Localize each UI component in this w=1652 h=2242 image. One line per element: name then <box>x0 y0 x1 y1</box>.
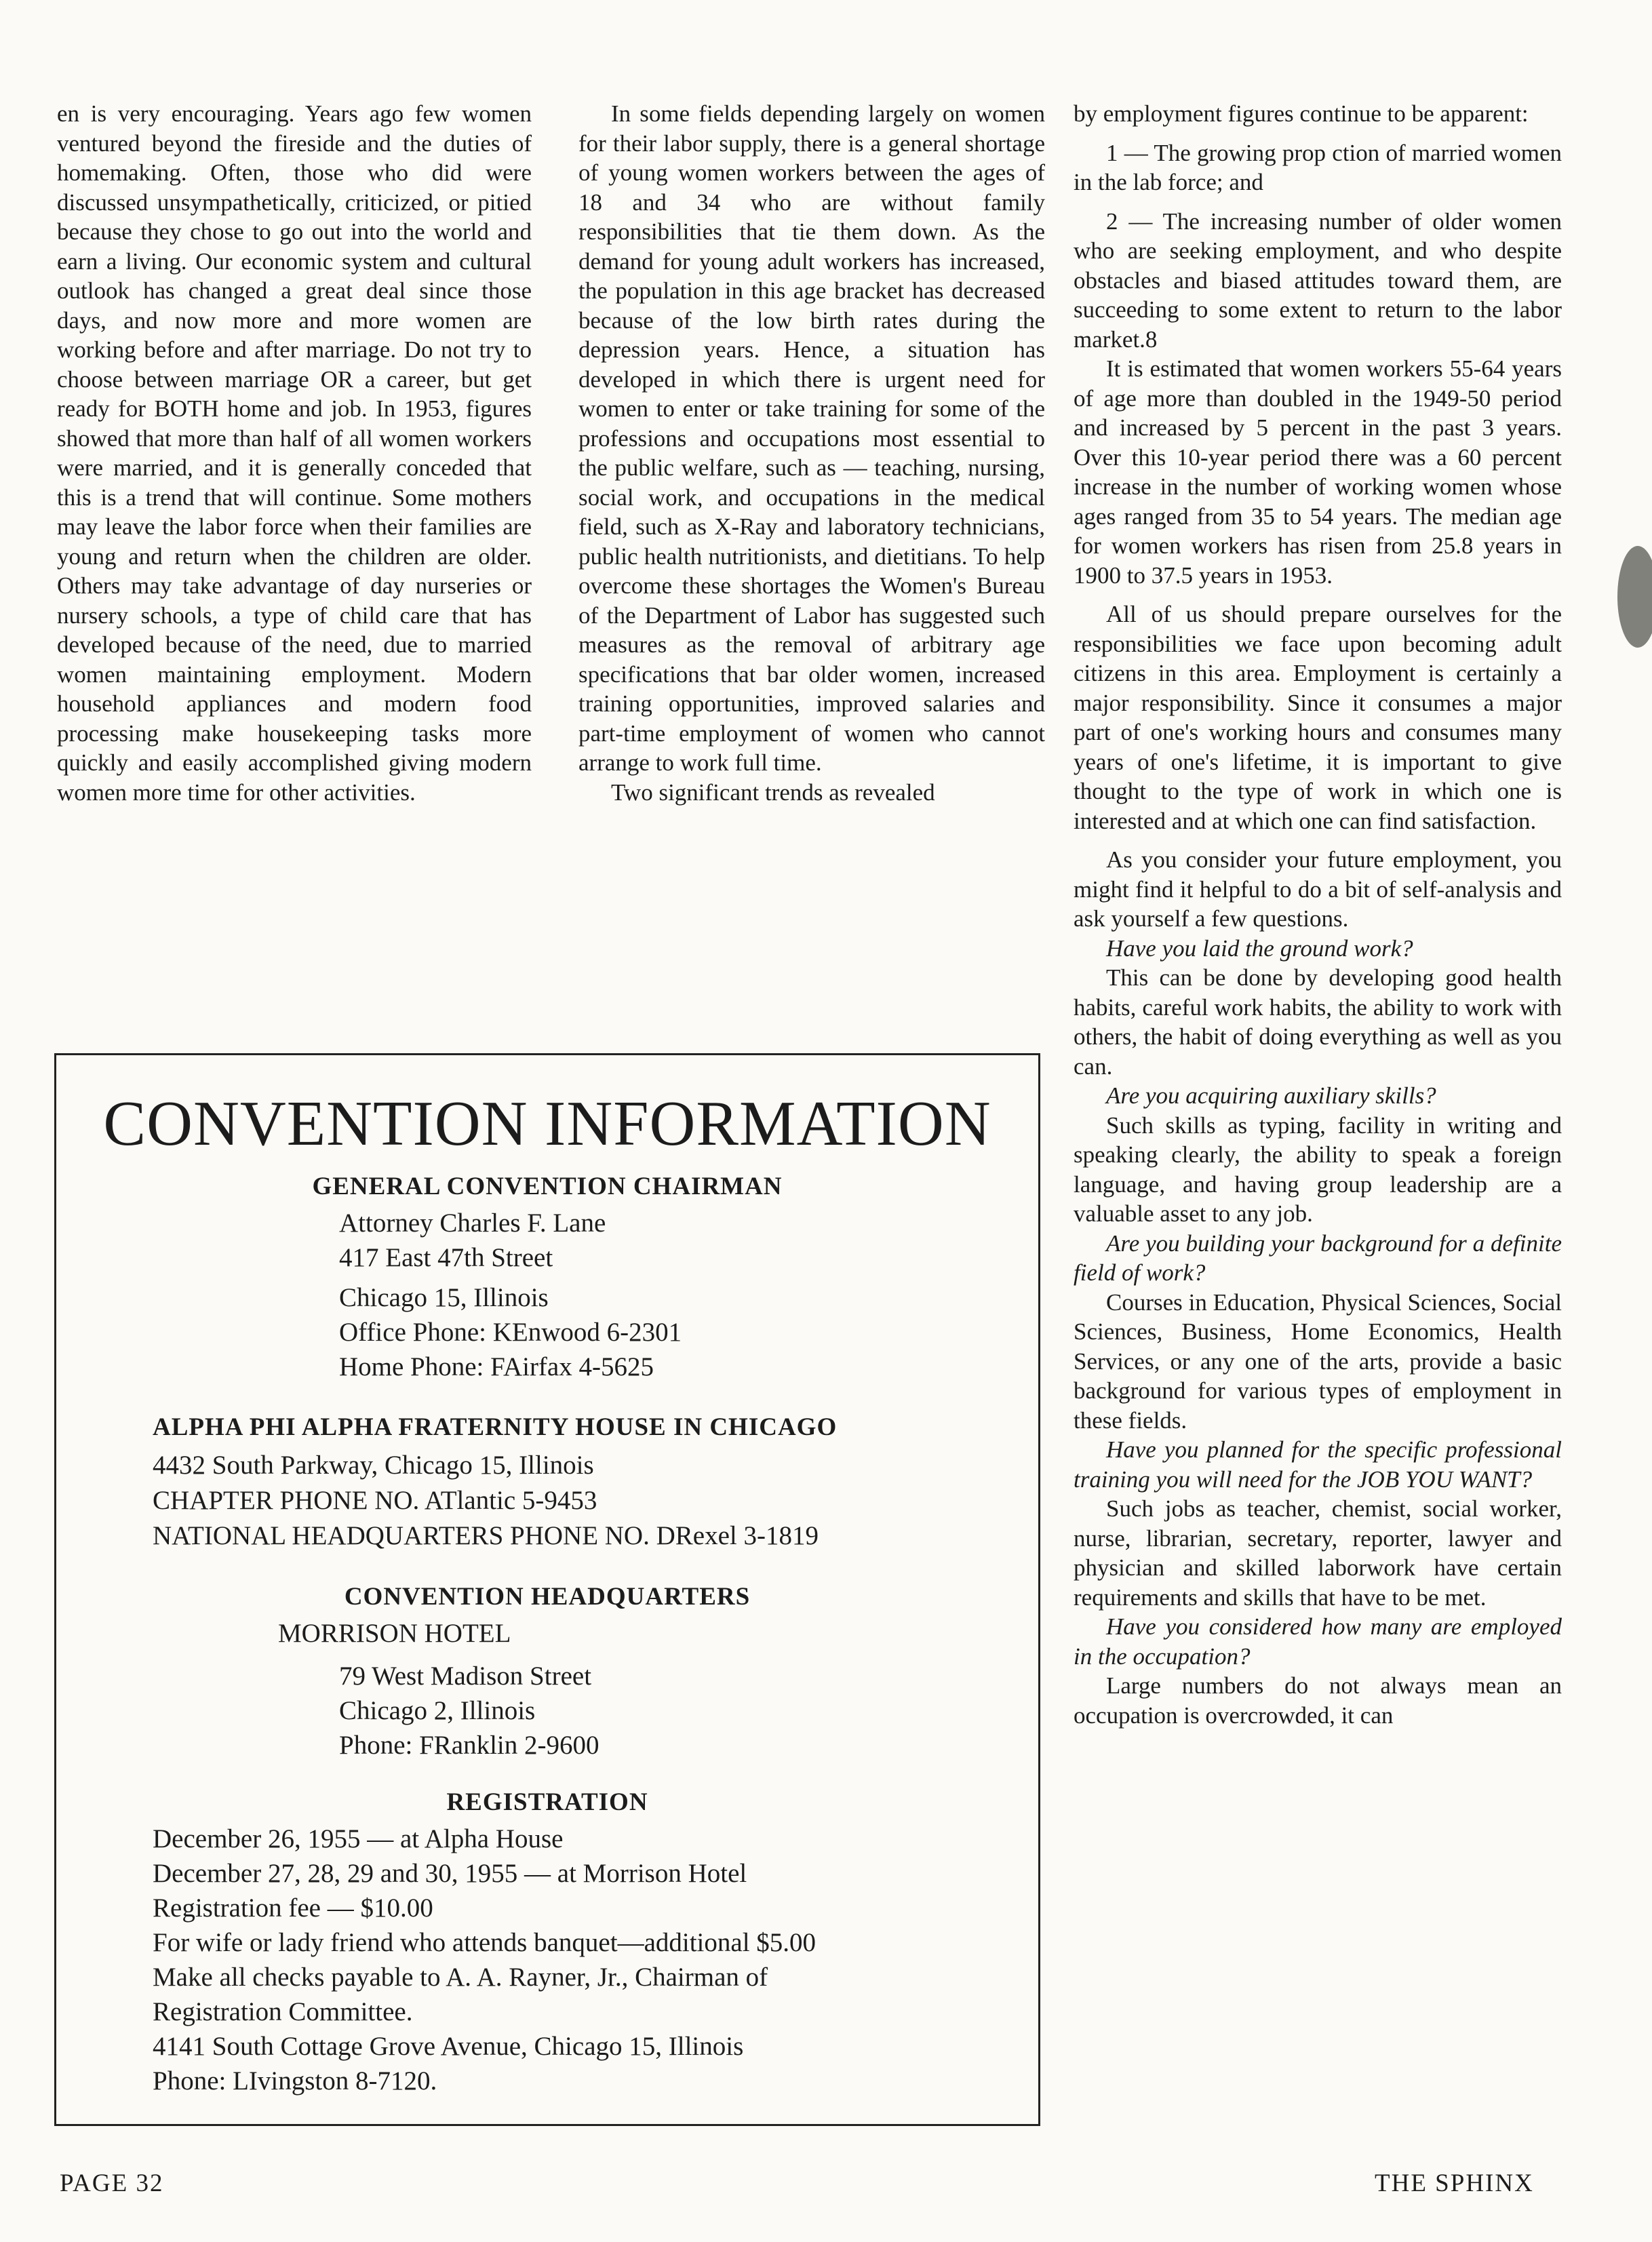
paragraph: This can be done by developing good health habits, careful work habits, the ability to work with others, the habit of doing everything as well as you can. <box>1074 964 1562 1080</box>
registration-heading: REGISTRATION <box>446 1788 648 1816</box>
chairman-line: 417 East 47th Street <box>339 1243 553 1272</box>
hq-line: Phone: FRanklin 2-9600 <box>339 1731 599 1760</box>
article-column-3 <box>1074 99 1562 1730</box>
paragraph: In some fields depending largely on women for their labor supply, there is a general shortage of young women workers between the ages of 18 and 34 who are without family responsibilities that tie them down. As the demand for young adult workers has increased, the population in this age bracket has decreased because of the low birth rates during the depression years. Hence, a situation has developed in which there is urgent need for women to enter or take training for some of the professions and occupations most essential to the public welfare, such as — teaching, nursing, social work, and occupations in the medical field, such as X-Ray and laboratory technicians, public health nutritionists, and dietitians. To help overcome these shortages the Women's Bureau of the Department of Labor has suggested such measures as the removal of arbitrary age specifications that bar older women, increased training opportunities, improved salaries and part-time employment of women who cannot arrange to work full time. <box>578 100 1045 776</box>
convention-info-box <box>54 1053 1040 2126</box>
chairman-line: Attorney Charles F. Lane <box>339 1208 606 1238</box>
chairman-line: Home Phone: FAirfax 4-5625 <box>339 1352 654 1381</box>
question-heading: Have you laid the ground work? <box>1106 935 1413 962</box>
fraternity-house-heading: ALPHA PHI ALPHA FRATERNITY HOUSE IN CHICAGO <box>153 1413 838 1441</box>
paragraph: Two significant trends as revealed <box>611 779 935 806</box>
paragraph: As you consider your future employment, you might find it helpful to do a bit of self-analysis and ask yourself a few questions. <box>1074 846 1562 932</box>
chairman-line: Chicago 15, Illinois <box>339 1283 549 1312</box>
house-line: CHAPTER PHONE NO. ATlantic 5-9453 <box>153 1486 597 1515</box>
paragraph: Large numbers do not always mean an occupation is overcrowded, it can <box>1074 1672 1562 1729</box>
question-heading: Have you planned for the specific professional training you will need for the JOB YOU WANT? <box>1074 1436 1562 1493</box>
paragraph: Such jobs as teacher, chemist, social worker, nurse, librarian, secretary, reporter, lawyer and physician and skilled laborwork have certain requirements and skills that have to be met. <box>1074 1495 1562 1611</box>
convention-title: CONVENTION INFORMATION <box>103 1088 991 1159</box>
hotel-name: MORRISON HOTEL <box>278 1619 511 1648</box>
registration-line: For wife or lady friend who attends banquet—additional $5.00 <box>153 1928 817 1957</box>
page-blot <box>1617 546 1652 648</box>
chairman-line: Office Phone: KEnwood 6-2301 <box>339 1318 682 1347</box>
question-heading: Are you building your background for a definite field of work? <box>1074 1230 1562 1286</box>
hq-line: 79 West Madison Street <box>339 1661 592 1691</box>
paragraph: Such skills as typing, facility in writing and speaking clearly, the ability to speak a foreign language, and having group leadership are a valuable asset to any job. <box>1074 1112 1562 1227</box>
page-number: PAGE 32 <box>60 2169 164 2197</box>
magazine-name: THE SPHINX <box>1375 2169 1534 2197</box>
registration-line: 4141 South Cottage Grove Avenue, Chicago 15, Illinois <box>153 2032 744 2061</box>
paragraph: Courses in Education, Physical Sciences, Social Sciences, Business, Home Economics, Health Services, or any one of the arts, provide a basic background for various types of employment in these fields. <box>1074 1289 1562 1434</box>
chairman-heading: GENERAL CONVENTION CHAIRMAN <box>312 1173 783 1200</box>
question-heading: Are you acquiring auxiliary skills? <box>1106 1082 1436 1109</box>
registration-line: Registration Committee. <box>153 1997 413 2026</box>
registration-line: Registration fee — $10.00 <box>153 1893 433 1923</box>
paragraph: en is very encouraging. Years ago few women ventured beyond the fireside and the duties of homemaking. Often, those who did were discussed unsympathetically, criticized, or pitied because they chose to go out into the world and earn a living. Our economic system and cultural outlook has changed a great deal since those days, and now more and more women are working before and after marriage. Do not try to choose between marriage OR a career, but get ready for BOTH home and job. In 1953, figures showed that more than half of all women workers were married, and it is generally conceded that this is a trend that will continue. Some mothers may leave the labor force when their families are young and return when the children are older. Others may take advantage of day nurseries or nursery schools, a type of child care that has developed because of the need, due to married women maintaining employment. Modern household appliances and modern food processing make housekeeping tasks more quickly and easily accomplished giving modern women more time for other activities. <box>57 100 532 806</box>
paragraph: 1 — The growing prop ction of married women in the lab force; and <box>1074 139 1562 195</box>
paragraph: It is estimated that women workers 55-64 years of age more than doubled in the 1949-50 period and increased by 5 percent in the past 3 years. Over this 10-year period there was a 60 percent increase in the number of working women whose ages ranged from 35 to 54 years. The median age for women workers has risen from 25.8 years in 1900 to 37.5 years in 1953. <box>1074 355 1562 589</box>
paragraph: All of us should prepare ourselves for the responsibilities we face upon becoming adult citizens in this area. Employment is certainly a major responsibility. Since it consumes a major part of one's working hours and consumes many years of one's lifetime, it is important to give thought to the type of work in which one is interested and at which one can find satisfaction. <box>1074 601 1562 834</box>
headquarters-heading: CONVENTION HEADQUARTERS <box>344 1583 751 1611</box>
registration-line: Make all checks payable to A. A. Rayner, Jr., Chairman of <box>153 1963 768 1992</box>
hq-line: Chicago 2, Illinois <box>339 1696 536 1725</box>
article-column-1 <box>57 99 532 807</box>
registration-line: December 27, 28, 29 and 30, 1955 — at Morrison Hotel <box>153 1859 747 1888</box>
registration-line: Phone: LIvingston 8-7120. <box>153 2066 437 2096</box>
registration-line: December 26, 1955 — at Alpha House <box>153 1824 564 1853</box>
article-column-2 <box>578 99 1045 807</box>
house-line: 4432 South Parkway, Chicago 15, Illinois <box>153 1451 594 1480</box>
question-heading: Have you considered how many are employed in the occupation? <box>1074 1613 1562 1670</box>
house-line: NATIONAL HEADQUARTERS PHONE NO. DRexel 3-1819 <box>153 1521 819 1550</box>
paragraph: 2 — The increasing number of older women who are seeking employment, and who despite obstacles and biased attitudes toward them, are succeeding to some extent to return to the labor market.8 <box>1074 208 1562 353</box>
paragraph: by employment figures continue to be apparent: <box>1074 100 1529 127</box>
